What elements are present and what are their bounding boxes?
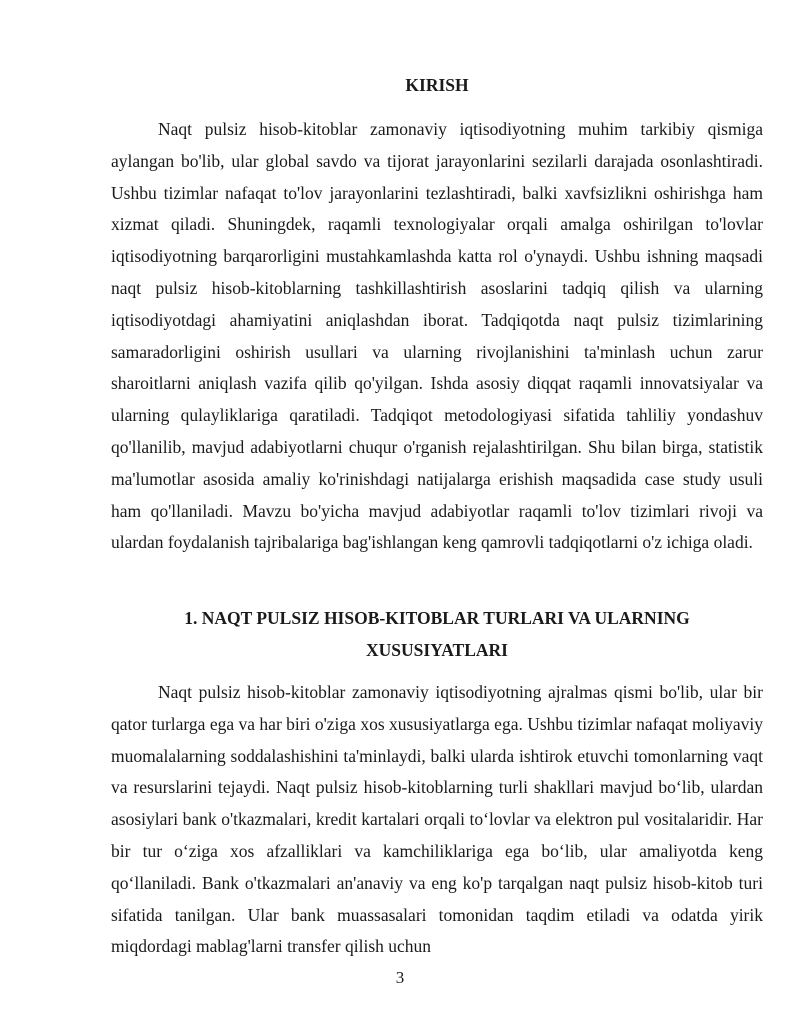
section-1-heading: [111, 602, 763, 666]
section-1-paragraph: Naqt pulsiz hisob-kitoblar zamonaviy iqtisodiyotning ajralmas qismi bo'lib, ular bir qator turlarga ega va har biri o'ziga xos xususiyatlarga ega. Ushbu tizimlar nafaqat moliyaviy muomalalarning soddalashishini ta'minlaydi, balki ularda ishtirok etuvchi tomonlarning vaqt va resurslarini tejaydi. Naqt pulsiz hisob-kitoblarning turli shakllari mavjud bo‘lib, ulardan asosiylari bank o'tkazmalari, kredit kartalari orqali to‘lovlar va elektron pul vositalaridir. Har bir tur o‘ziga xos afzalliklari va kamchiliklariga ega bo‘lib, ular amaliyotda keng qo‘llaniladi. Bank o'tkazmalari an'anaviy va eng ko'p tarqalgan naqt pulsiz hisob-kitob turi sifatida tanilgan. Ular bank muassasalari tomonidan taqdim etiladi va odatda yirik miqdordagi mablag'larni transfer qilish uchun: [111, 682, 763, 957]
intro-paragraph: Naqt pulsiz hisob-kitoblar zamonaviy iqtisodiyotning muhim tarkibiy qismiga aylangan bo'lib, ular global savdo va tijorat jarayonlarini sezilarli darajada osonlashtiradi. Ushbu tizimlar nafaqat to'lov jarayonlarini tezlashtiradi, balki xavfsizlikni oshirishga ham xizmat qiladi. Shuningdek, raqamli texnologiyalar orqali amalga oshirilgan to'lovlar iqtisodiyotning barqarorligini mustahkamlashda katta rol o'ynaydi. Ushbu ishning maqsadi naqt pulsiz hisob-kitoblarning tashkillashtirish asoslarini tadqiq qilish va ularning iqtisodiyotdagi ahamiyatini aniqlashdan iborat. Tadqiqotda naqt pulsiz tizimlarining samaradorligini oshirish usullari va ularning rivojlanishini ta'minlash uchun zarur sharoitlarni aniqlash vazifa qilib qo'yilgan. Ishda asosiy diqqat raqamli innovatsiyalar va ularning qulayliklariga qaratiladi. Tadqiqot metodologiyasi sifatida tahliliy yondashuv qo'llanilib, mavjud adabiyotlarni chuqur o'rganish rejalashtirilgan. Shu bilan birga, statistik ma'lumotlar asosida amaliy ko'rinishdagi natijalarga erishish maqsadida case study usuli ham qo'llaniladi. Mavzu bo'yicha mavjud adabiyotlar raqamli to'lov tizimlari rivoji va ulardan foydalanish tajribalariga bag'ishlangan keng qamrovli tadqiqotlarni o'z ichiga oladi.: [111, 119, 763, 553]
section-1-heading-line-1: 1. NAQT PULSIZ HISOB-KITOBLAR TURLARI VA ULARNING: [184, 608, 690, 628]
page-number: 3: [395, 968, 405, 987]
intro-heading: KIRISH: [405, 75, 469, 95]
section-1-heading-line-2: XUSUSIYATLARI: [366, 640, 508, 660]
